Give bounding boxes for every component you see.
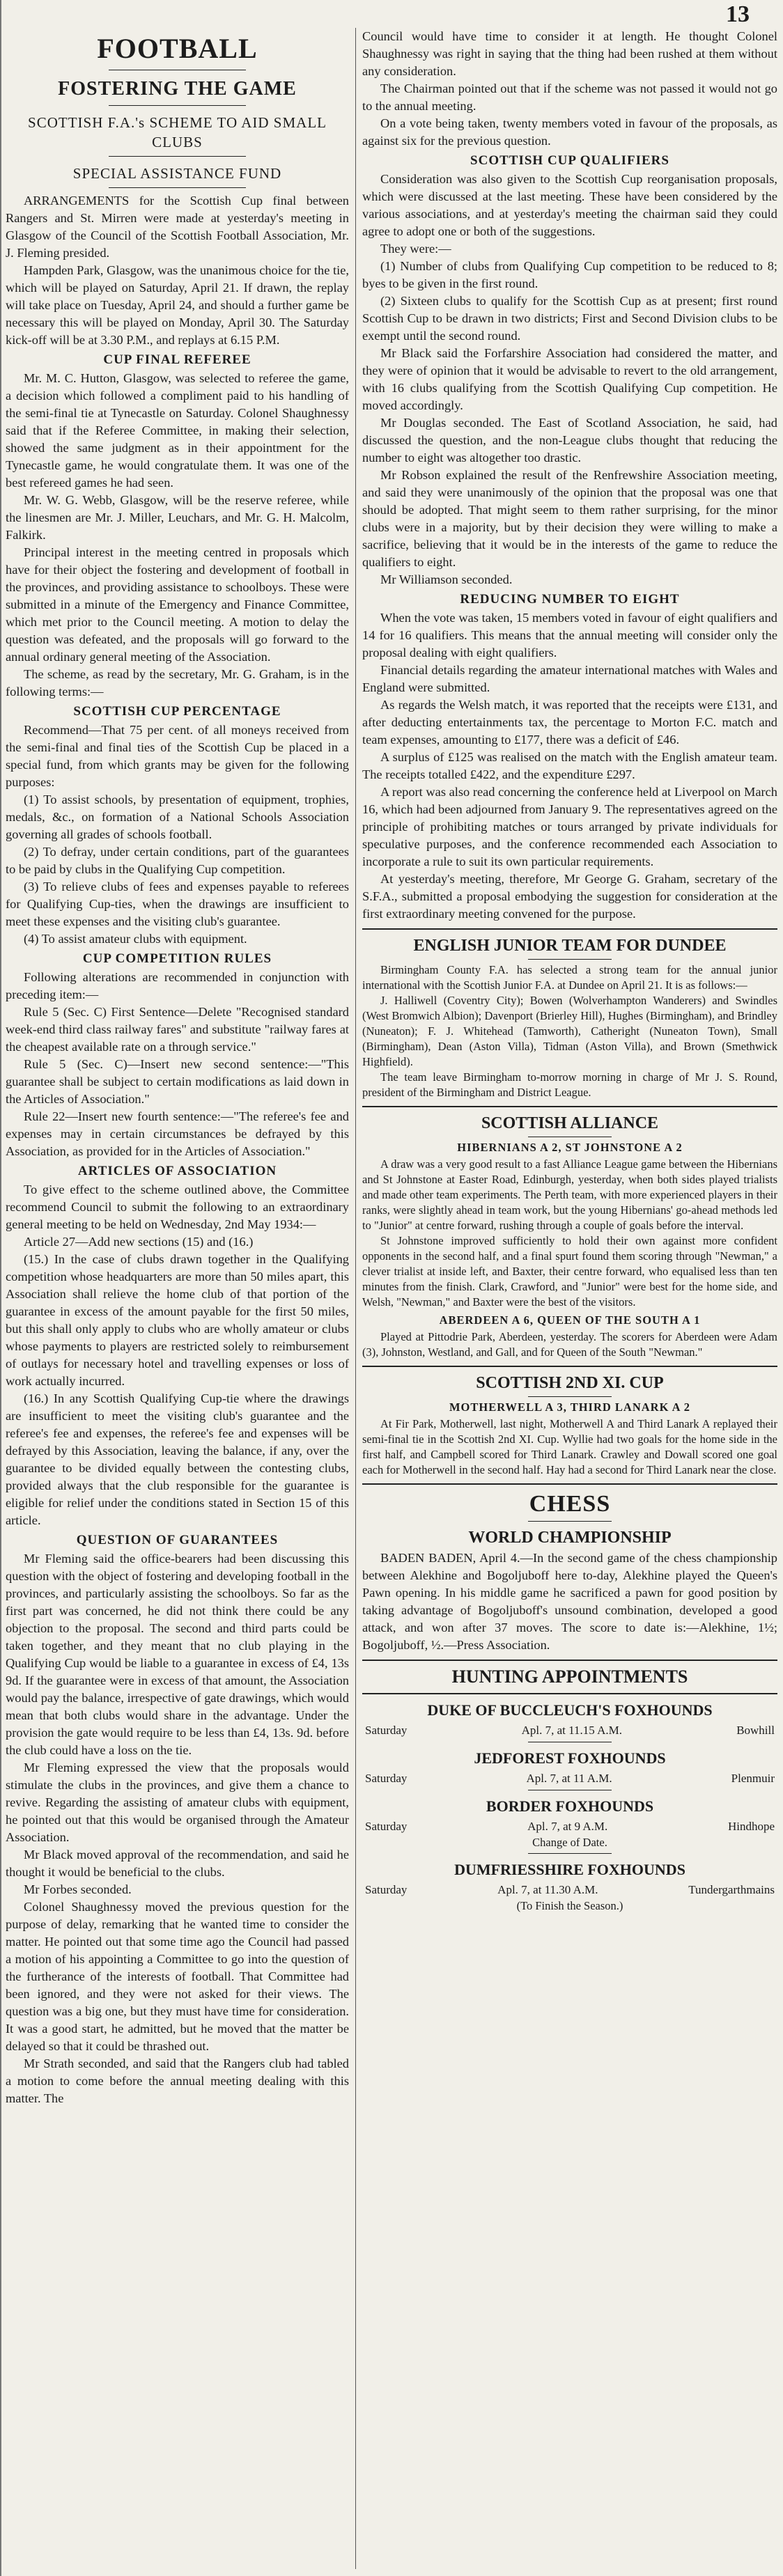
divider xyxy=(528,1396,611,1397)
paragraph: Mr Fleming said the office-bearers had been discussing this question with the object of fostering and developing football in the provinces, and particularly assisting the schoolboys. So far as the first part was concerned, he did not think there could be any objection to the proposal. The second and third parts could be taken together, and they meant that no club playing in the Qualifying Cup would be liable to a guarantee in excess of £4, 13s 9d. If the guarantee were in excess of that amount, the Association would pay the balance, irrespective of gate drawings, which would mean that both clubs would share in the advantage. Under the provision the gate would require to be less than £4, 13s. 9d. before the club could have a loss on the tie. xyxy=(6,1552,349,1757)
divider xyxy=(528,1521,611,1522)
hunt-name: DUMFRIESSHIRE FOXHOUNDS xyxy=(454,1861,685,1878)
section-title: HUNTING APPOINTMENTS xyxy=(451,1666,688,1687)
paragraph: Recommend—That 75 per cent. of all moneys received from the semi-final and final ties of the Scottish Cup be placed in a special fund, from which grants may be given for the following purposes: xyxy=(6,723,349,789)
paragraph: Consideration was also given to the Scottish Cup reorganisation proposals, which were discussed at the last meeting. These have been considered by the various associations, and at yesterday's meeting the chairman said they could agree to adopt one or both of the suggestions. xyxy=(362,172,777,238)
hunt-appointment xyxy=(362,1770,777,1787)
hunt-time: Apl. 7, at 11.30 A.M. xyxy=(497,1883,598,1896)
paragraph: Mr Black moved approval of the recommendation, and said he thought it would be beneficial to the clubs. xyxy=(6,1848,349,1879)
hunt-name: DUKE OF BUCCLEUCH'S FOXHOUNDS xyxy=(427,1701,713,1719)
divider xyxy=(109,105,246,106)
paragraph: J. Halliwell (Coventry City); Bowen (Wolverhampton Wanderers) and Swindles (West Bromwich Albion); Davenport (Brierley Hill), Hughes (Birmingham), and Brindley (Nuneaton); F. J. Whitehead (Tamworth), Catheright (Nuneaton Town), Small (Birmingham), Dean (Aston Villa), Tidman (Aston Villa), and Brown (Smethwick Highfield). xyxy=(362,994,777,1068)
paragraph: St Johnstone improved sufficiently to hold their own against more confident opponents in the second half, and a final spurt found them scoring through "Newman," a clever trialist at inside left, and Baxter, their centre forward, who equalised less than ten minutes from the finish. Clark, Crawford, and "Junior" were best for the home side, and Welsh, "Newman," and Baxter were the best of the visitors. xyxy=(362,1234,777,1309)
divider xyxy=(528,1853,611,1854)
hunt-place: Hindhope xyxy=(727,1820,775,1833)
hunt-note: (To Finish the Season.) xyxy=(516,1899,623,1912)
paragraph: Mr Black said the Forfarshire Association had considered the matter, and they were of opinion that it would be advisable to revert to the old arrangement, with 16 clubs qualifying from the Scottish Qualifying Cup competition. He moved accordingly. xyxy=(362,346,777,412)
paragraph: Council would have time to consider it at length. He thought Colonel Shaughnessy was right in saying that the thing had been rushed at them without any consideration. xyxy=(362,29,777,78)
paragraph: To give effect to the scheme outlined above, the Committee recommend Council to submit the following to an extraordinary general meeting to be held on Wednesday, 2nd May 1934:— xyxy=(6,1182,349,1231)
paragraph: Colonel Shaughnessy moved the previous question for the purpose of delay, remarking that he wanted time to consider the matter. He pointed out that some time ago the Council had passed a motion of his appointing a Committee to go into the question of the furtherance of the interests of football. That Committee had been ignored, and they were not asked for their views. The question was a big one, but they must have time for consideration. It was a good start, he admitted, but he moved that the matter be delayed so that it could be thrashed out. xyxy=(6,1900,349,2053)
paragraph: The team leave Birmingham to-morrow morning in charge of Mr J. S. Round, president of the Birmingham and District League. xyxy=(362,1070,777,1099)
list-item: (1) To assist schools, by presentation of equipment, trophies, medals, &c., on formation of a National Schools Association governing all grades of schools football. xyxy=(6,793,349,841)
hunt-day: Saturday xyxy=(365,1820,408,1833)
column-rule xyxy=(355,28,356,2569)
hunt-name: JEDFOREST FOXHOUNDS xyxy=(474,1749,666,1767)
hunt-place: Bowhill xyxy=(736,1724,775,1737)
paragraph: Rule 5 (Sec. C) First Sentence—Delete "Recognised standard week-end third class railway fares" and substitute "railway fares at the cheapest available rate on a through service." xyxy=(6,1005,349,1054)
paragraph: A draw was a very good result to a fast Alliance League game between the Hibernians and St Johnstone at Easter Road, Edinburgh, yesterday, when both sides played trialists and made other team experiments. The Perth team, with more experienced players in their ranks, were slightly ahead in team work, but the young Hibernians' go-ahead methods led to "Junior" at centre forward, rushing through a couple of goals before the interval. xyxy=(362,1157,777,1232)
paragraph: BADEN BADEN, April 4.—In the second game of the chess championship between Alekhine and Bogoljuboff here to-day, Alekhine played the Queen's Pawn opening. In his middle game he sacrificed a pawn for good position by taking advantage of Bogoljuboff's unsound combination, developed a good attack, and won after 37 moves. The score to date is:—Alekhine, 1½; Bogoljuboff, ½.—Press Association. xyxy=(362,1551,777,1652)
match-result: ABERDEEN A 6, QUEEN OF THE SOUTH A 1 xyxy=(439,1313,701,1327)
subheading: REDUCING NUMBER TO EIGHT xyxy=(460,592,680,607)
divider xyxy=(362,1693,777,1694)
hunt-note: Change of Date. xyxy=(532,1836,607,1849)
hunt-place: Plenmuir xyxy=(731,1772,775,1785)
hunt-day: Saturday xyxy=(365,1883,408,1896)
paragraph: Mr Williamson seconded. xyxy=(380,572,513,586)
hunt-appointment xyxy=(362,1722,777,1739)
hunt-time: Apl. 7, at 11 A.M. xyxy=(526,1772,612,1785)
page-edge xyxy=(0,0,1,2576)
list-item: (4) To assist amateur clubs with equipment. xyxy=(24,932,247,946)
paragraph: Principal interest in the meeting centred in proposals which have for their object the fostering and development of football in the provinces, and providing assistance to schoolboys. These were submitted in a minute of the Emergency and Finance Committee, which met prior to the Council meeting. A motion to delay the question was defeated, and the proposals will go forward to the annual ordinary general meeting of the Association. xyxy=(6,545,349,664)
subheading: CUP COMPETITION RULES xyxy=(82,951,272,966)
paragraph: At yesterday's meeting, therefore, Mr George G. Graham, secretary of the S.F.A., submitted a proposal embodying the suggestion for consideration at the first extraordinary meeting convened for the purpose. xyxy=(362,872,777,921)
divider xyxy=(362,1660,777,1661)
paragraph: Played at Pittodrie Park, Aberdeen, yesterday. The scorers for Aberdeen were Adam (3), Johnston, Westland, and Gall, and for Queen of the South "Newman." xyxy=(362,1330,777,1359)
page-number: 13 xyxy=(726,1,750,27)
article-headline: FOSTERING THE GAME xyxy=(58,78,297,100)
paragraph: Mr Strath seconded, and said that the Rangers club had tabled a motion to come before the annual meeting dealing with this matter. The xyxy=(6,2056,349,2105)
paragraph: They were:— xyxy=(380,242,451,256)
article-subheadline: SCOTTISH F.A.'s SCHEME TO AID SMALL CLUBS xyxy=(28,114,327,150)
paragraph: Mr Forbes seconded. xyxy=(24,1882,132,1896)
paragraph: Rule 22—Insert new fourth sentence:—"The referee's fee and expenses may in certain circumstances be defrayed by this Association, as provided for in the Articles of Association." xyxy=(6,1109,349,1158)
paragraph: A surplus of £125 was realised on the match with the English amateur team. The receipts totalled £422, and the expenditure £297. xyxy=(362,750,777,781)
paragraph: The Chairman pointed out that if the scheme was not passed it would not go to the annual meeting. xyxy=(362,81,777,113)
paragraph: Financial details regarding the amateur international matches with Wales and England were submitted. xyxy=(362,663,777,694)
paragraph: ARRANGEMENTS for the Scottish Cup final between Rangers and St. Mirren were made at yesterday's meeting in Glasgow of the Council of the Scottish Football Association, Mr. J. Fleming presided. xyxy=(6,194,349,260)
hunt-day: Saturday xyxy=(365,1772,408,1785)
subheading: SCOTTISH CUP PERCENTAGE xyxy=(73,704,281,719)
article-headline: SCOTTISH ALLIANCE xyxy=(481,1114,659,1132)
section-title: FOOTBALL xyxy=(97,33,258,64)
paragraph: Mr Robson explained the result of the Renfrewshire Association meeting, and said they were unanimously of the opinion that the proposal was one that should be adopted. That might seem to them rather surprising, for the minor clubs were in a majority, but by their decision they were willing to make a sacrifice, believing that it would be in the interests of the game to reduce the qualifiers to eight. xyxy=(362,468,777,569)
paragraph: Following alterations are recommended in conjunction with preceding item:— xyxy=(6,970,349,1001)
paragraph: On a vote being taken, twenty members voted in favour of the proposals, as against six for the previous question. xyxy=(362,116,777,148)
match-result: MOTHERWELL A 3, THIRD LANARK A 2 xyxy=(449,1400,691,1414)
article-headline: ENGLISH JUNIOR TEAM FOR DUNDEE xyxy=(413,937,727,955)
paragraph: (15.) In the case of clubs drawn together in the Qualifying competition whose headquarters are more than 50 miles apart, this Association shall relieve the home club of that portion of the guarantee in excess of the amount payable for the first 50 miles, but this shall only apply to clubs who are wholly amateur or clubs whose payments to players are restricted solely to reimbursement of outlays for necessary hotel and travelling expenses or loss of work actually incurred. xyxy=(6,1252,349,1388)
left-column xyxy=(6,28,349,2569)
paragraph: Mr. W. G. Webb, Glasgow, will be the reserve referee, while the linesmen are Mr. J. Miller, Leuchars, and Mr. G. H. Malcolm, Falkirk. xyxy=(6,493,349,542)
paragraph: Mr Douglas seconded. The East of Scotland Association, he said, had discussed the question, and the non-League clubs thought that reducing the number to eight was altogether too drastic. xyxy=(362,416,777,465)
divider xyxy=(109,187,246,188)
article-headline: SCOTTISH 2ND XI. CUP xyxy=(476,1374,664,1392)
hunt-time: Apl. 7, at 11.15 A.M. xyxy=(521,1724,622,1737)
hunt-appointment xyxy=(362,1818,777,1835)
divider xyxy=(362,928,777,930)
paragraph: Mr. M. C. Hutton, Glasgow, was selected to referee the game, a decision which followed a compliment paid to his handling of the semi-final tie at Tynecastle on Saturday. Colonel Shaughnessy said that if the Referee Committee, in making their selection, showed the same judgment as in their appointment for the Tynecastle game, he would congratulate them. It was one of the best refereed games he had seen. xyxy=(6,371,349,490)
divider xyxy=(362,1366,777,1367)
paragraph: (1) Number of clubs from Qualifying Cup competition to be reduced to 8; byes to be given in the first round. xyxy=(362,259,777,290)
divider xyxy=(362,1483,777,1485)
divider xyxy=(528,959,611,960)
match-result: HIBERNIANS A 2, ST JOHNSTONE A 2 xyxy=(457,1141,683,1154)
hunt-place: Tundergarthmains xyxy=(688,1883,775,1896)
article-headline: WORLD CHAMPIONSHIP xyxy=(468,1529,672,1547)
paragraph: Rule 5 (Sec. C)—Insert new second sentence:—"This guarantee shall be subject to certain modifications as laid down in the Articles of Association." xyxy=(6,1057,349,1106)
list-item: (2) To defray, under certain conditions, part of the guarantees to be paid by clubs in the Qualifying Cup competition. xyxy=(6,845,349,876)
paragraph: Mr Fleming expressed the view that the proposals would stimulate the clubs in the provinces, and give them a chance to revive. Regarding the assisting of amateur clubs with equipment, he pointed out that this would be organised through the Amateur Association. xyxy=(6,1761,349,1844)
right-column xyxy=(362,28,777,2569)
subheading: ARTICLES OF ASSOCIATION xyxy=(77,1164,277,1178)
paragraph: The scheme, as read by the secretary, Mr. G. Graham, is in the following terms:— xyxy=(6,667,349,698)
paragraph: Hampden Park, Glasgow, was the unanimous choice for the tie, which will be played on Saturday, April 21. If drawn, the replay will take place on Tuesday, April 24, and should a further game be necessary this will be played on Monday, April 30. The Saturday kick-off will be at 3.30 P.M., and replays at 6.15 P.M. xyxy=(6,263,349,347)
divider xyxy=(362,1106,777,1107)
paragraph: At Fir Park, Motherwell, last night, Motherwell A and Third Lanark A replayed their semi-final tie in the Scottish 2nd XI. Cup. Wyllie had two goals for the home side in the first half, and Campbell scored for Third Lanark. Crawley and Dowall scored one goal each for Motherwell in the second half. Hay had a second for Third Lanark near the close. xyxy=(362,1417,777,1476)
hunt-name: BORDER FOXHOUNDS xyxy=(486,1797,654,1815)
hunt-time: Apl. 7, at 9 A.M. xyxy=(527,1820,608,1833)
paragraph: As regards the Welsh match, it was reported that the receipts were £131, and after deducting entertainments tax, the percentage to Morton F.C. match and team expenses, amounting to £177, there was a deficit of £46. xyxy=(362,698,777,747)
hunt-day: Saturday xyxy=(365,1724,408,1737)
section-title: CHESS xyxy=(529,1491,611,1517)
divider xyxy=(109,156,246,157)
paragraph: Article 27—Add new sections (15) and (16.) xyxy=(24,1235,254,1249)
paragraph: (16.) In any Scottish Qualifying Cup-tie where the drawings are insufficient to meet the visiting club's guarantee and the referee's fee and expenses, the referee's fee and expenses will be defrayed by this Association, leaving the balance, if any, over the guarantee to be divided equally between the contesting clubs, provided always that the club responsible for the guarantee is eligible for relief under the conditions stated in Section 15 of this article. xyxy=(6,1391,349,1527)
hunt-appointment xyxy=(362,1882,777,1898)
subheading: CUP FINAL REFEREE xyxy=(103,352,251,367)
paragraph: When the vote was taken, 15 members voted in favour of eight qualifiers and 14 for 16 qualifiers. This means that the annual meeting will consider only the proposal dealing with eight qualifiers. xyxy=(362,611,777,659)
paragraph: A report was also read concerning the conference held at Liverpool on March 16, which had been adjourned from January 9. The representatives agreed on the principle of prohibiting matches or tours arranged by private individuals for speculative purposes, and the conference recommended each Association to incorporate a rule to suit its own particular requirements. xyxy=(362,785,777,868)
article-subheadline: SPECIAL ASSISTANCE FUND xyxy=(72,165,282,182)
paragraph: Birmingham County F.A. has selected a strong team for the annual junior international with the Scottish Junior F.A. at Dundee on April 21. It is as follows:— xyxy=(362,963,777,992)
subheading: SCOTTISH CUP QUALIFIERS xyxy=(470,153,669,168)
subheading: QUESTION OF GUARANTEES xyxy=(76,1533,279,1547)
paragraph: (2) Sixteen clubs to qualify for the Scottish Cup as at present; first round Scottish Cup to be drawn in two districts; First and Second Division clubs to be exempt until the second round. xyxy=(362,294,777,343)
list-item: (3) To relieve clubs of fees and expenses payable to referees for Qualifying Cup-ties, when the drawings are insufficient to meet these expenses and the visiting club's guarantee. xyxy=(6,880,349,928)
